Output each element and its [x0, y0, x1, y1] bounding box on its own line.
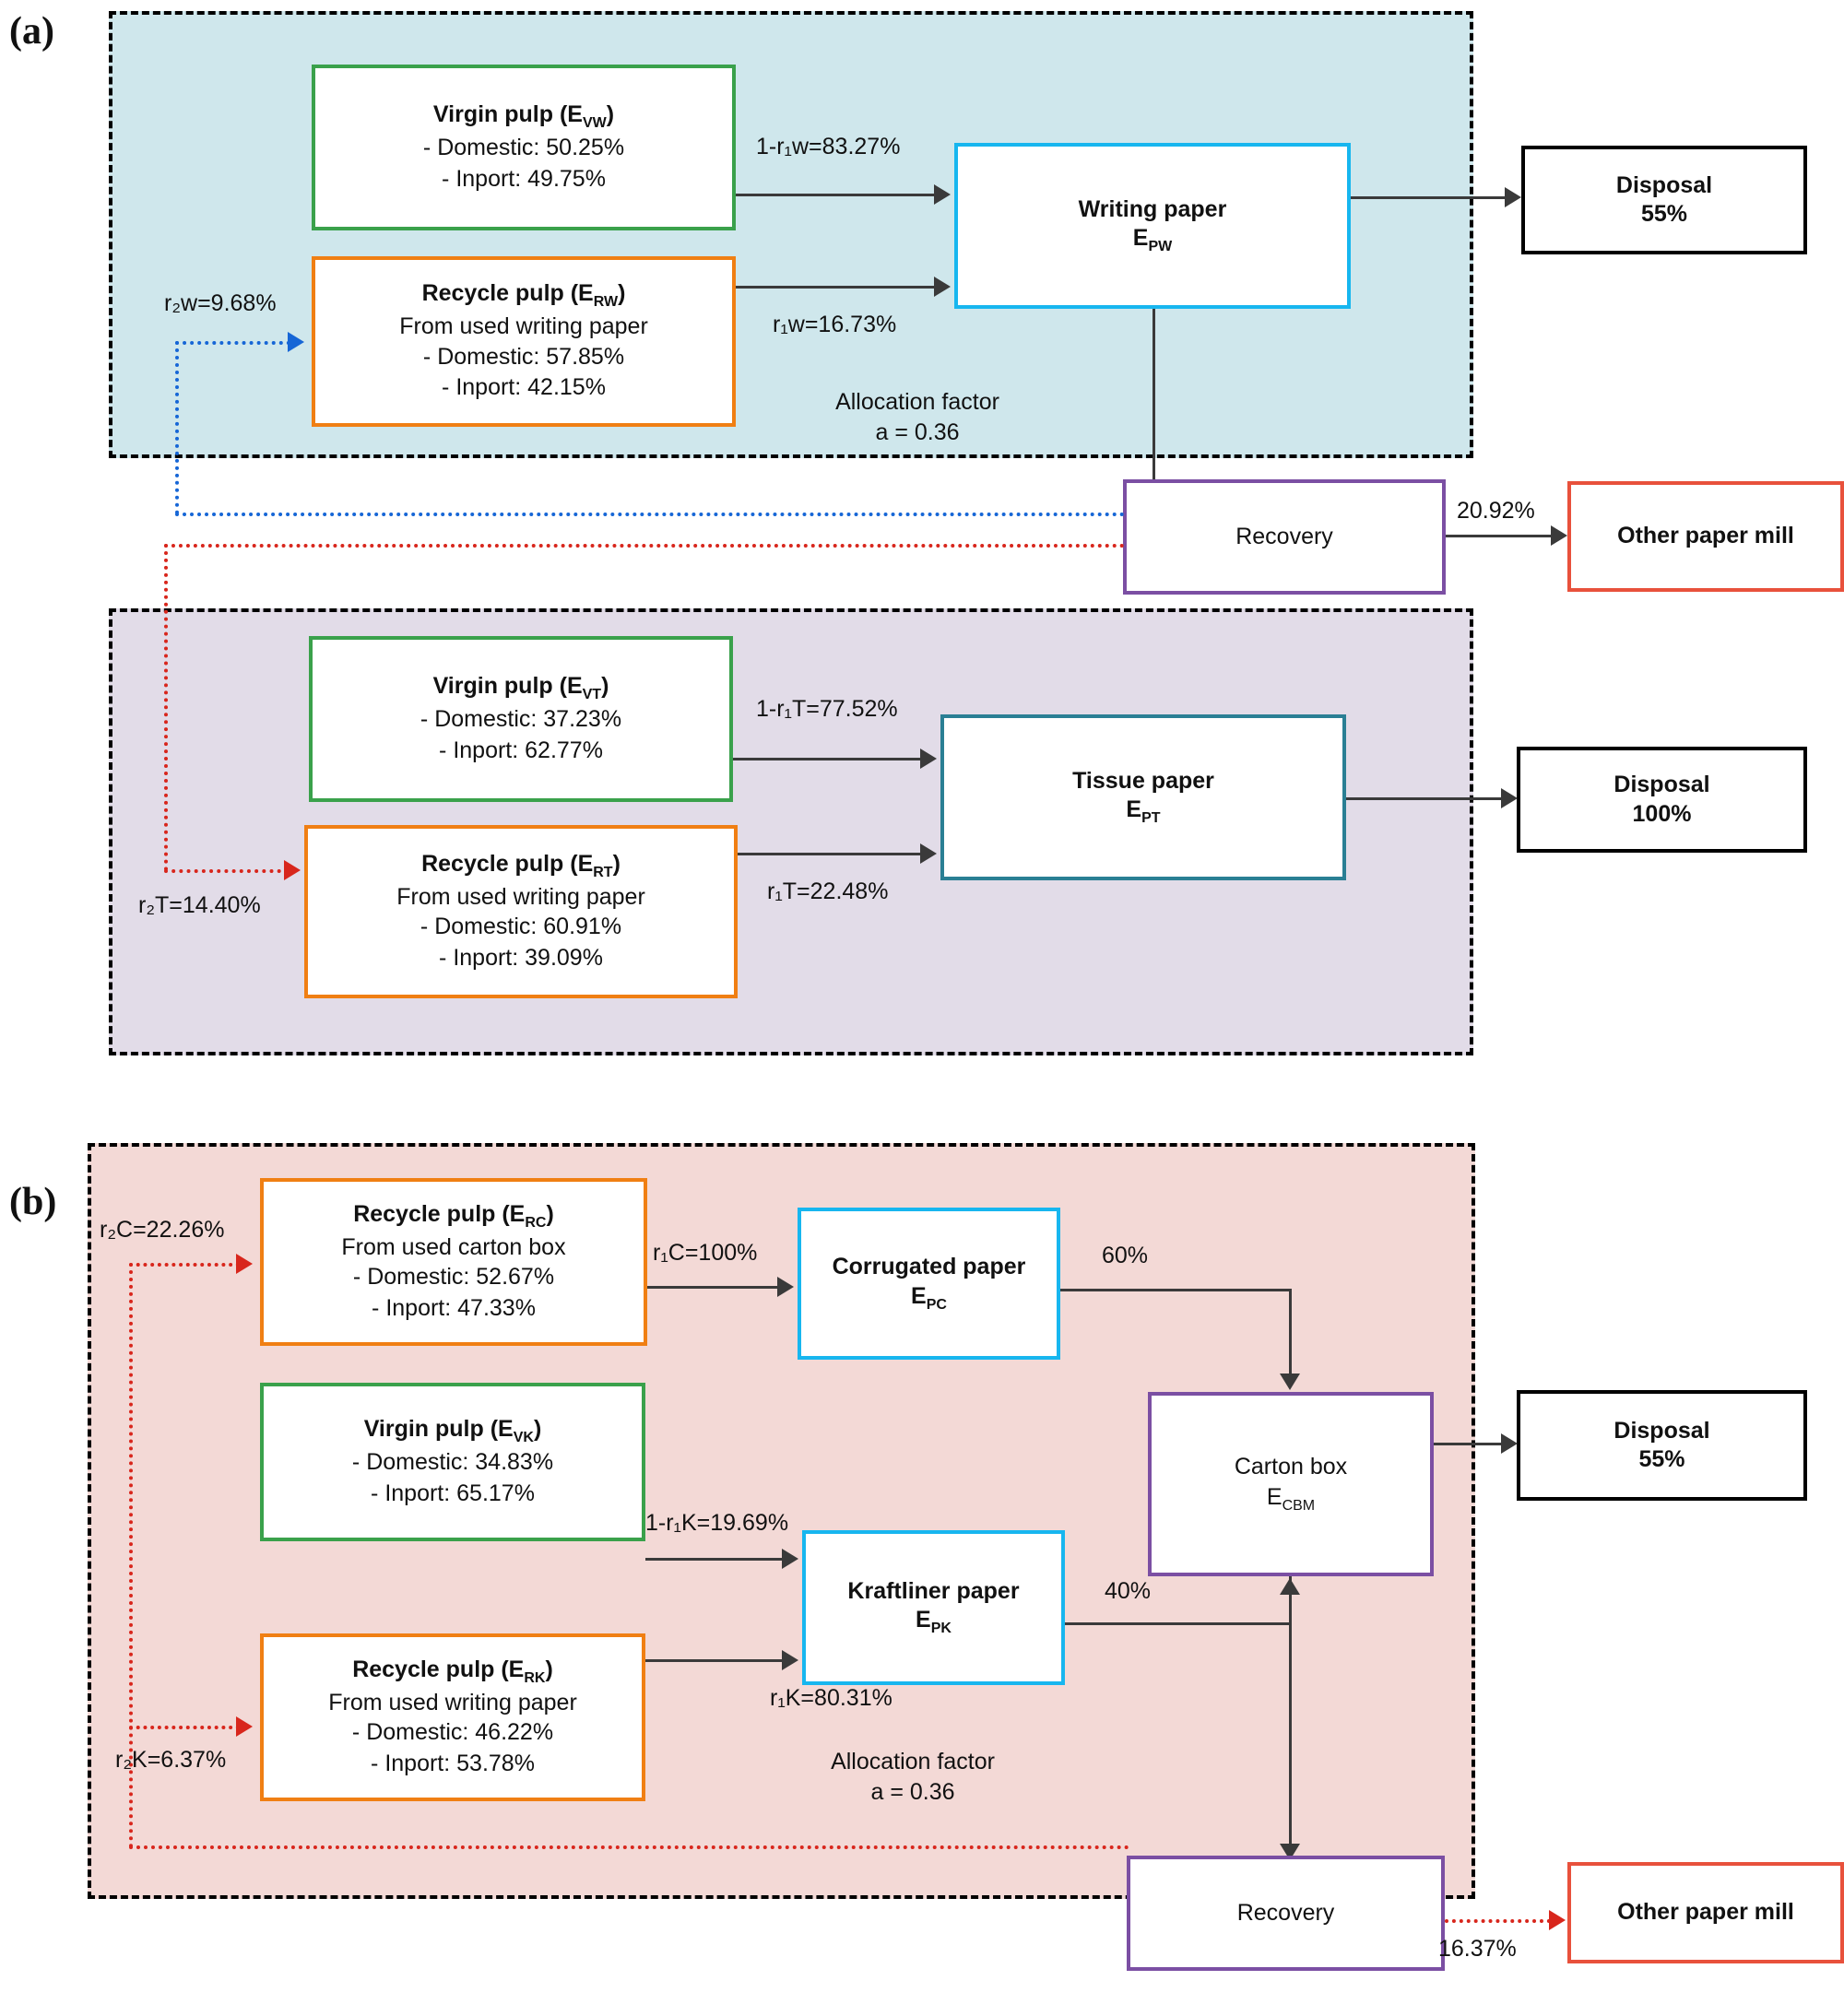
feedback-red-a-arrow — [284, 860, 301, 880]
label-r2K: r₂K=6.37% — [115, 1747, 227, 1773]
feedback-blue-horizontal-2 — [175, 341, 290, 345]
label-r2C: r₂C=22.26% — [100, 1217, 225, 1243]
flow-virgin-writing-arrow — [934, 184, 951, 205]
feedback-red-b-arrow-k — [236, 1716, 253, 1737]
virgin-pulp-kraft-import: - Inport: 65.17% — [371, 1480, 535, 1506]
label-kraft-to-carton: 40% — [1105, 1578, 1152, 1604]
virgin-pulp-writing-domestic: - Domestic: 50.25% — [422, 134, 625, 160]
box-tissue-paper — [940, 714, 1346, 880]
writing-paper-symbol: $E_{PW}$ — [1132, 225, 1173, 255]
corrugated-paper-name: Corrugated paper — [832, 1254, 1026, 1280]
flow-recyclec-corrugated-line — [647, 1286, 778, 1289]
flow-recycle-writing-arrow — [934, 277, 951, 297]
allocation-factor-a — [765, 387, 1070, 447]
recycle-pulp-carton-domestic: - Domestic: 52.67% — [352, 1264, 555, 1290]
disposal-writing-line2: 55% — [1640, 201, 1688, 227]
virgin-pulp-tissue-domestic: - Domestic: 37.23% — [420, 705, 622, 732]
flow-corrugated-carton-hline — [1060, 1289, 1291, 1291]
carton-box-symbol: $E_{CBM}$ — [1266, 1483, 1316, 1514]
label-r1C: r₁C=100% — [653, 1240, 758, 1266]
box-disposal-carton — [1517, 1390, 1807, 1501]
box-recycle-pulp-tissue — [304, 825, 738, 998]
flow-recyclek-kraft-line — [645, 1659, 784, 1662]
flow-writing-disposal-arrow — [1505, 187, 1521, 207]
feedback-red-b-to-recyclec — [129, 1263, 240, 1267]
recycle-pulp-carton-import: - Inport: 47.33% — [372, 1294, 536, 1321]
virgin-pulp-writing-title: Virgin pulp $(E_{VW})$ — [432, 100, 615, 131]
label-othermill-b-flow: 16.37% — [1438, 1936, 1517, 1962]
box-virgin-pulp-kraft — [260, 1383, 645, 1541]
label-r2T: r₂T=14.40% — [138, 892, 261, 918]
feedback-red-a-horizontal — [164, 544, 1125, 548]
flow-virgink-kraft-arrow — [782, 1549, 798, 1569]
flow-corrugated-carton-arrow — [1280, 1373, 1300, 1390]
tissue-paper-symbol: $E_{PT}$ — [1126, 796, 1161, 827]
recycle-pulp-tissue-title: Recycle pulp $(E_{RT})$ — [421, 850, 621, 880]
disposal-writing-line1: Disposal — [1615, 171, 1713, 198]
flow-virgin-tissue-arrow — [920, 749, 937, 769]
flow-recovery-othermill-a-arrow — [1551, 525, 1567, 546]
allocation-factor-b — [761, 1747, 1065, 1807]
label-virgin-k: 1-r₁K=19.69% — [645, 1510, 789, 1536]
virgin-pulp-tissue-import: - Inport: 62.77% — [439, 737, 603, 763]
box-recovery-b — [1127, 1856, 1445, 1971]
kraftliner-paper-symbol: $E_{PK}$ — [916, 1607, 952, 1637]
feedback-red-b-to-recyclek — [129, 1726, 240, 1729]
flow-virgin-tissue-line — [733, 758, 922, 760]
box-recycle-pulp-kraft — [260, 1633, 645, 1801]
other-paper-mill-a-label: Other paper mill — [1617, 523, 1794, 549]
box-kraftliner-paper — [802, 1530, 1065, 1685]
flow-recyclek-kraft-arrow — [782, 1650, 798, 1670]
label-r2w: r₂w=9.68% — [164, 290, 277, 316]
disposal-carton-line1: Disposal — [1614, 1417, 1710, 1444]
flow-recovery-othermill-b-arrow — [1549, 1910, 1566, 1930]
allocation-factor-b-line2: a = 0.36 — [870, 1778, 955, 1805]
feedback-red-b-horizontal-main — [129, 1845, 1129, 1849]
panel-label-a: (a) — [9, 10, 54, 53]
flow-carton-recovery-line — [1289, 1576, 1292, 1857]
recycle-pulp-tissue-import: - Inport: 39.09% — [439, 944, 603, 971]
virgin-pulp-kraft-title: Virgin pulp $(E_{VK})$ — [363, 1415, 542, 1445]
box-virgin-pulp-writing — [312, 65, 736, 230]
recycle-pulp-writing-source: From used writing paper — [399, 313, 648, 339]
virgin-pulp-kraft-domestic: - Domestic: 34.83% — [351, 1448, 554, 1475]
box-recycle-pulp-writing — [312, 256, 736, 427]
label-flow-recycle-writing: r₁w=16.73% — [773, 312, 897, 337]
virgin-pulp-writing-import: - Inport: 49.75% — [442, 165, 606, 192]
allocation-factor-a-line2: a = 0.36 — [875, 419, 960, 445]
recovery-a-label: Recovery — [1235, 524, 1333, 550]
recycle-pulp-tissue-source: From used writing paper — [396, 883, 645, 910]
recycle-pulp-carton-title: Recycle pulp $(E_{RC})$ — [353, 1200, 554, 1231]
box-disposal-tissue — [1517, 747, 1807, 853]
label-flow-virgin-writing: 1-r₁w=83.27% — [756, 134, 901, 159]
recycle-pulp-writing-import: - Inport: 42.15% — [442, 374, 606, 401]
flow-virgink-kraft-line — [645, 1558, 784, 1561]
label-recycle-k: r₁K=80.31% — [770, 1685, 892, 1711]
recycle-pulp-carton-source: From used carton box — [341, 1233, 566, 1260]
flow-recycle-writing-line — [736, 286, 934, 289]
flow-writing-recovery-line — [1152, 309, 1155, 493]
flow-recovery-othermill-b-line — [1445, 1919, 1551, 1923]
allocation-factor-a-line1: Allocation factor — [835, 389, 999, 415]
feedback-red-a-vertical — [164, 544, 168, 871]
recycle-pulp-kraft-domestic: - Domestic: 46.22% — [351, 1719, 554, 1745]
box-carton-box — [1148, 1392, 1434, 1576]
flow-recycle-tissue-arrow — [920, 843, 937, 864]
feedback-blue-vertical — [175, 341, 179, 514]
flow-corrugated-carton-vline — [1289, 1289, 1292, 1376]
feedback-blue-arrow — [288, 332, 304, 352]
disposal-tissue-line2: 100% — [1632, 800, 1692, 827]
flow-recycle-tissue-line — [738, 853, 922, 855]
flow-kraft-carton-hline — [1065, 1622, 1291, 1625]
disposal-tissue-line1: Disposal — [1614, 772, 1710, 798]
flow-carton-disposal-arrow — [1501, 1433, 1518, 1454]
tissue-paper-name: Tissue paper — [1072, 767, 1214, 794]
flow-tissue-disposal-arrow — [1501, 788, 1518, 808]
recovery-b-label: Recovery — [1236, 1900, 1335, 1927]
label-flow-recycle-tissue: r₁T=22.48% — [767, 878, 889, 904]
flow-carton-disposal-line — [1434, 1443, 1506, 1445]
flow-tissue-disposal-line — [1346, 797, 1503, 800]
recycle-pulp-kraft-source: From used writing paper — [328, 1689, 577, 1715]
box-virgin-pulp-tissue — [309, 636, 733, 802]
panel-label-b: (b) — [9, 1181, 57, 1223]
recycle-pulp-writing-title: Recycle pulp $(E_{RW})$ — [421, 280, 626, 310]
carton-box-name: Carton box — [1234, 1454, 1348, 1480]
other-paper-mill-b-label: Other paper mill — [1617, 1899, 1794, 1926]
label-othermill-a-flow: 20.92% — [1457, 498, 1535, 524]
flow-recyclec-corrugated-arrow — [777, 1277, 794, 1297]
flow-writing-disposal-line — [1351, 196, 1517, 199]
box-corrugated-paper — [798, 1208, 1060, 1360]
feedback-blue-horizontal — [175, 513, 1125, 516]
box-writing-paper — [954, 143, 1351, 309]
corrugated-paper-symbol: $E_{PC}$ — [911, 1282, 947, 1313]
feedback-red-a-horizontal-2 — [164, 869, 289, 873]
recycle-pulp-kraft-import: - Inport: 53.78% — [371, 1750, 535, 1776]
flow-recovery-othermill-a-line — [1446, 535, 1554, 537]
feedback-red-b-arrow-c — [236, 1254, 253, 1274]
label-flow-virgin-tissue: 1-r₁T=77.52% — [756, 696, 898, 722]
box-recycle-pulp-carton — [260, 1178, 647, 1346]
writing-paper-name: Writing paper — [1078, 195, 1227, 222]
label-corrugated-to-carton: 60% — [1102, 1243, 1149, 1268]
disposal-carton-line2: 55% — [1638, 1446, 1685, 1472]
box-recovery-a — [1123, 479, 1446, 595]
kraftliner-paper-name: Kraftliner paper — [847, 1577, 1020, 1604]
allocation-factor-b-line1: Allocation factor — [831, 1749, 995, 1774]
box-other-paper-mill-b — [1567, 1862, 1844, 1963]
recycle-pulp-kraft-title: Recycle pulp $(E_{RK})$ — [352, 1656, 553, 1686]
box-other-paper-mill-a — [1567, 481, 1844, 592]
box-disposal-writing — [1521, 146, 1807, 254]
flow-virgin-writing-line — [736, 194, 934, 196]
recycle-pulp-writing-domestic: - Domestic: 57.85% — [422, 343, 625, 370]
virgin-pulp-tissue-title: Virgin pulp $(E_{VT})$ — [432, 672, 609, 702]
recycle-pulp-tissue-domestic: - Domestic: 60.91% — [420, 914, 622, 939]
